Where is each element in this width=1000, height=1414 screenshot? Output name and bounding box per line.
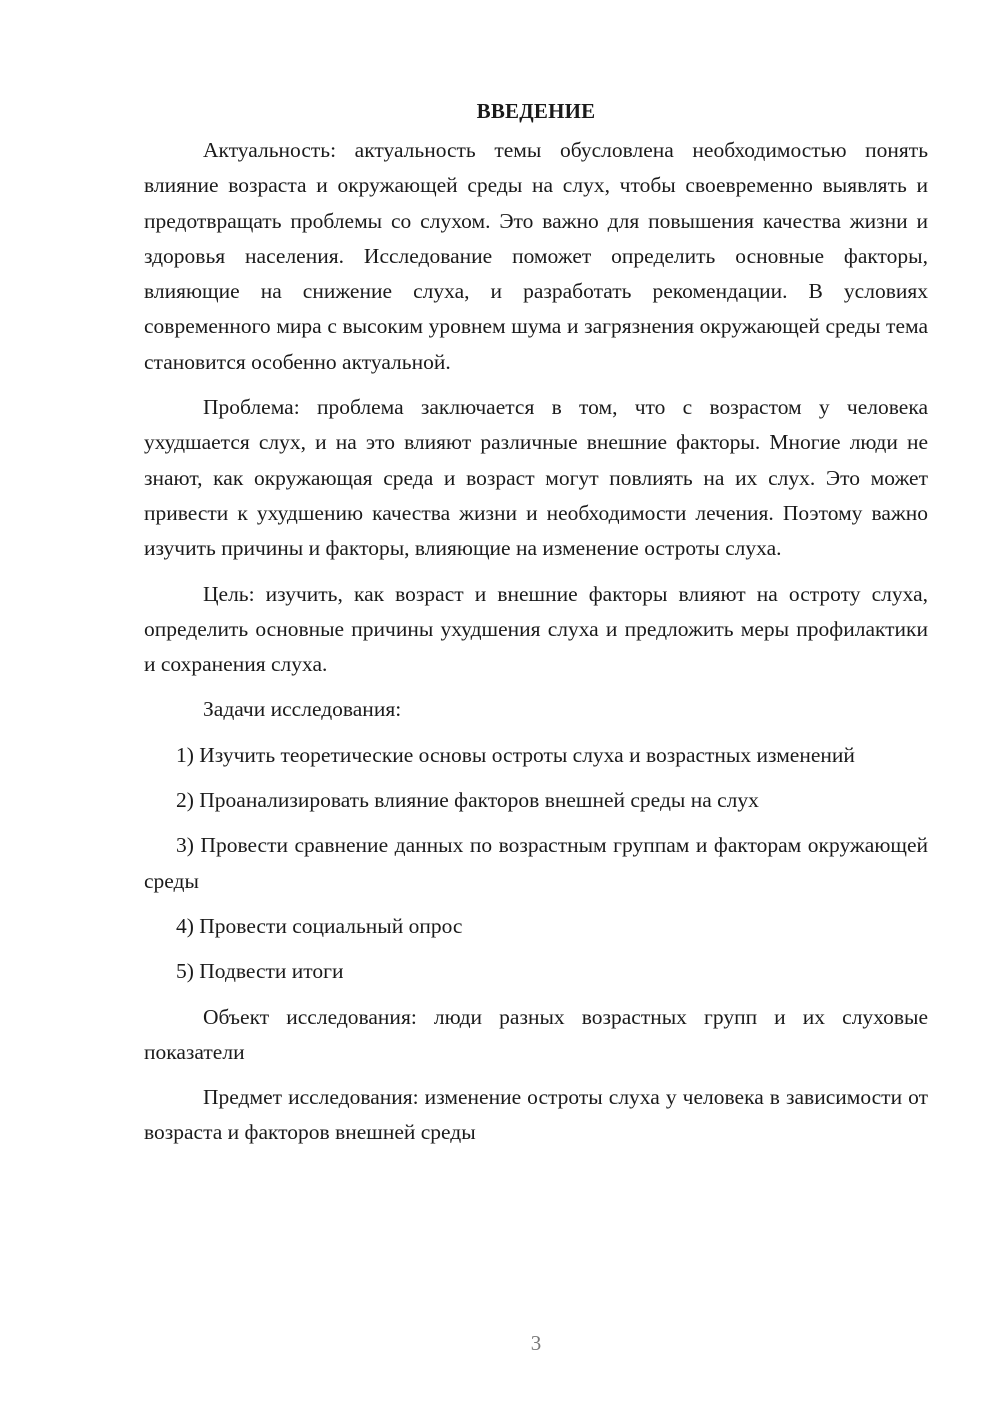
document-page xyxy=(144,92,928,1161)
task-item-3: 3) Провести сравнение данных по возрастным группам и факторам окружающей среды xyxy=(144,833,928,893)
relevance-paragraph: Актуальность: актуальность темы обусловлена необходимостью понять влияние возраста и окружающей среды на слух, чтобы своевременно выявлять и предотвращать проблемы со слухом. Это важно для повышения качества жизни и здоровья населения. Исследование поможет определить основные факторы, влияющие на снижение слуха, и разработать рекомендации. В условиях современного мира с высоким уровнем шума и загрязнения окружающей среды тема становится особенно актуальной. xyxy=(144,138,928,374)
page-number: 3 xyxy=(530,1331,542,1355)
task-item-5: 5) Подвести итоги xyxy=(176,959,344,984)
task-item-4: 4) Провести социальный опрос xyxy=(176,913,463,938)
object-paragraph: Объект исследования: люди разных возрастных групп и их слуховые показатели xyxy=(144,1004,928,1064)
goal-paragraph: Цель: изучить, как возраст и внешние факторы влияют на остроту слуха, определить основные причины ухудшения слуха и предложить меры профилактики и сохранения слуха. xyxy=(144,581,928,677)
section-heading: ВВЕДЕНИЕ xyxy=(476,99,596,123)
task-item-1: 1) Изучить теоретические основы остроты слуха и возрастных изменений xyxy=(176,742,855,767)
task-item-2: 2) Проанализировать влияние факторов внешней среды на слух xyxy=(176,788,759,813)
tasks-title: Задачи исследования: xyxy=(203,697,402,722)
subject-paragraph: Предмет исследования: изменение остроты слуха у человека в зависимости от возраста и факторов внешней среды xyxy=(144,1085,928,1145)
problem-paragraph: Проблема: проблема заключается в том, что с возрастом у человека ухудшается слух, и на это влияют различные внешние факторы. Многие люди не знают, как окружающая среда и возраст могут повлиять на их слух. Это может привести к ухудшению качества жизни и необходимости лечения. Поэтому важно изучить причины и факторы, влияющие на изменение остроты слуха. xyxy=(144,395,928,561)
